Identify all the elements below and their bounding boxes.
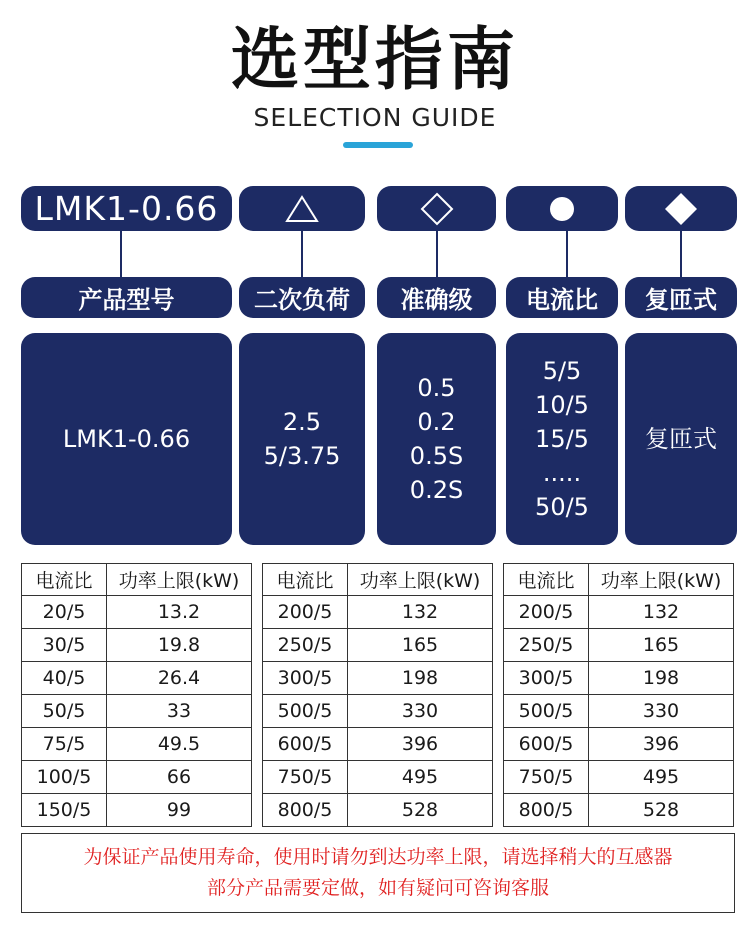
value-accuracy: 0.5 xyxy=(417,374,456,402)
table-cell: 49.5 xyxy=(107,728,252,761)
value-ratio: 5/5 xyxy=(542,357,582,385)
table-cell: 750/5 xyxy=(504,761,589,794)
table-cell: 200/5 xyxy=(504,596,589,629)
table-cell: 19.8 xyxy=(107,629,252,662)
label-model: 产品型号 xyxy=(21,277,232,318)
table-cell: 132 xyxy=(589,596,734,629)
value-box-burden xyxy=(239,333,365,545)
table-row xyxy=(263,794,493,827)
label-burden: 二次负荷 xyxy=(239,277,365,318)
connector-accuracy xyxy=(436,231,438,277)
table-row xyxy=(22,629,252,662)
table-cell: 528 xyxy=(589,794,734,827)
ratio-code-pill xyxy=(506,186,618,231)
table-cell: 13.2 xyxy=(107,596,252,629)
table-row xyxy=(22,596,252,629)
model-code: LMK1-0.66 xyxy=(34,189,219,228)
table-header: 电流比 xyxy=(263,564,348,596)
value-box-model xyxy=(21,333,232,545)
connector-burden xyxy=(301,231,303,277)
table-cell: 66 xyxy=(107,761,252,794)
table-cell: 800/5 xyxy=(504,794,589,827)
table-row xyxy=(504,794,734,827)
title-accent-bar xyxy=(343,142,413,148)
value-burden: 5/3.75 xyxy=(263,442,341,470)
table-cell: 500/5 xyxy=(263,695,348,728)
table-cell: 600/5 xyxy=(263,728,348,761)
label-accuracy: 准确级 xyxy=(377,277,496,318)
accuracy-code-pill xyxy=(377,186,496,231)
table-row xyxy=(22,761,252,794)
table-cell: 198 xyxy=(348,662,493,695)
value-type: 复匝式 xyxy=(645,425,717,453)
table-cell: 165 xyxy=(589,629,734,662)
page-title: 选型指南 xyxy=(230,21,519,100)
table-cell: 33 xyxy=(107,695,252,728)
value-box-type xyxy=(625,333,737,545)
value-accuracy: 0.2S xyxy=(409,476,464,504)
model-code-pill xyxy=(21,186,232,231)
table-cell: 250/5 xyxy=(263,629,348,662)
usage-notice xyxy=(21,833,735,913)
table-cell: 396 xyxy=(589,728,734,761)
value-accuracy: 0.5S xyxy=(409,442,464,470)
label-ratio: 电流比 xyxy=(506,277,618,318)
triangle-icon xyxy=(285,195,319,223)
table-row xyxy=(504,662,734,695)
value-model: LMK1-0.66 xyxy=(62,425,191,453)
table-row xyxy=(263,662,493,695)
connector-ratio xyxy=(566,231,568,277)
connector-model xyxy=(120,231,122,277)
table-row xyxy=(504,629,734,662)
table-cell: 26.4 xyxy=(107,662,252,695)
ratio-table-2 xyxy=(262,563,493,827)
table-row xyxy=(263,695,493,728)
value-box-ratio xyxy=(506,333,618,545)
table-cell: 528 xyxy=(348,794,493,827)
burden-code-pill xyxy=(239,186,365,231)
table-cell: 40/5 xyxy=(22,662,107,695)
table-cell: 198 xyxy=(589,662,734,695)
table-row xyxy=(504,596,734,629)
table-cell: 600/5 xyxy=(504,728,589,761)
table-cell: 100/5 xyxy=(22,761,107,794)
page-subtitle: SELECTION GUIDE xyxy=(253,103,497,132)
table-cell: 495 xyxy=(348,761,493,794)
table-cell: 50/5 xyxy=(22,695,107,728)
diamond-outline-icon xyxy=(420,192,454,226)
value-ratio: 15/5 xyxy=(535,425,589,453)
table-cell: 200/5 xyxy=(263,596,348,629)
table-cell: 396 xyxy=(348,728,493,761)
table-row xyxy=(263,629,493,662)
table-row xyxy=(504,728,734,761)
circle-icon xyxy=(548,195,576,223)
value-ratio: ..... xyxy=(542,459,582,487)
value-accuracy: 0.2 xyxy=(417,408,456,436)
table-cell: 30/5 xyxy=(22,629,107,662)
table-header: 功率上限(kW) xyxy=(348,564,493,596)
type-code-pill xyxy=(625,186,737,231)
table-cell: 300/5 xyxy=(504,662,589,695)
table-header: 功率上限(kW) xyxy=(589,564,734,596)
table-cell: 300/5 xyxy=(263,662,348,695)
table-cell: 750/5 xyxy=(263,761,348,794)
table-cell: 250/5 xyxy=(504,629,589,662)
value-burden: 2.5 xyxy=(282,408,322,436)
table-cell: 330 xyxy=(348,695,493,728)
connector-type xyxy=(680,231,682,277)
table-cell: 132 xyxy=(348,596,493,629)
table-row xyxy=(22,794,252,827)
table-header: 电流比 xyxy=(504,564,589,596)
table-header: 功率上限(kW) xyxy=(107,564,252,596)
table-row xyxy=(263,728,493,761)
table-row xyxy=(22,662,252,695)
table-row xyxy=(263,596,493,629)
table-cell: 150/5 xyxy=(22,794,107,827)
value-box-accuracy xyxy=(377,333,496,545)
notice-line: 部分产品需要定做，如有疑问可咨询客服 xyxy=(206,877,549,899)
table-cell: 330 xyxy=(589,695,734,728)
table-row xyxy=(504,761,734,794)
table-header: 电流比 xyxy=(22,564,107,596)
value-ratio: 10/5 xyxy=(535,391,589,419)
label-type: 复匝式 xyxy=(625,277,737,318)
table-cell: 800/5 xyxy=(263,794,348,827)
table-cell: 99 xyxy=(107,794,252,827)
table-cell: 500/5 xyxy=(504,695,589,728)
table-cell: 20/5 xyxy=(22,596,107,629)
table-cell: 165 xyxy=(348,629,493,662)
value-ratio: 50/5 xyxy=(535,493,589,521)
table-cell: 495 xyxy=(589,761,734,794)
table-row xyxy=(22,695,252,728)
ratio-table-1 xyxy=(21,563,252,827)
table-cell: 75/5 xyxy=(22,728,107,761)
table-row xyxy=(22,728,252,761)
diamond-filled-icon xyxy=(663,191,699,227)
notice-line: 为保证产品使用寿命，使用时请勿到达功率上限，请选择稍大的互感器 xyxy=(83,846,673,868)
ratio-table-3 xyxy=(503,563,734,827)
table-row xyxy=(263,761,493,794)
table-row xyxy=(504,695,734,728)
